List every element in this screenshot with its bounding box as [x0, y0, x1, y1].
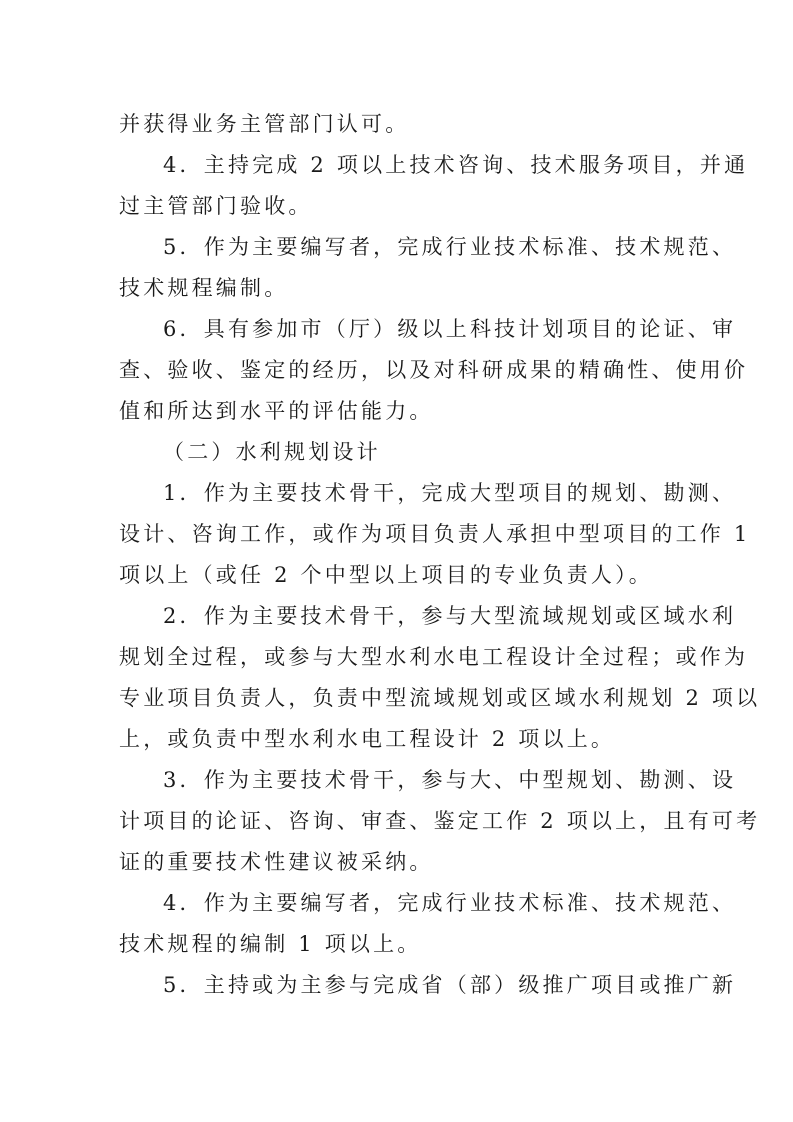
text-line: 专业项目负责人，负责中型流域规划或区域水利规划 2 项以 — [119, 686, 761, 710]
text-line: 2．作为主要技术骨干，参与大型流域规划或区域水利 — [163, 604, 737, 628]
text-line: 计项目的论证、咨询、审查、鉴定工作 2 项以上，且有可考 — [119, 809, 761, 833]
text-line: 值和所达到水平的评估能力。 — [119, 399, 434, 423]
text-line: 规划全过程，或参与大型水利水电工程设计全过程；或作为 — [119, 645, 749, 669]
text-line: 3．作为主要技术骨干，参与大、中型规划、勘测、设 — [163, 768, 737, 792]
text-line: 5．主持或为主参与完成省（部）级推广项目或推广新 — [163, 973, 737, 997]
text-line: 并获得业务主管部门认可。 — [119, 112, 410, 136]
text-line: 技术规程编制。 — [119, 276, 289, 300]
text-line: 上，或负责中型水利水电工程设计 2 项以上。 — [119, 727, 616, 751]
text-line: 查、验收、鉴定的经历，以及对科研成果的精确性、使用价 — [119, 358, 749, 382]
text-line: 4．作为主要编写者，完成行业技术标准、技术规范、 — [163, 891, 737, 915]
text-line: 设计、咨询工作，或作为项目负责人承担中型项目的工作 1 — [119, 522, 751, 546]
text-line: 证的重要技术性建议被采纳。 — [119, 850, 434, 874]
section-heading: （二）水利规划设计 — [163, 440, 381, 464]
text-line: 技术规程的编制 1 项以上。 — [119, 932, 422, 956]
text-line: 5．作为主要编写者，完成行业技术标准、技术规范、 — [163, 235, 737, 259]
text-line: 项以上（或任 2 个中型以上项目的专业负责人）。 — [119, 563, 654, 587]
text-line: 6．具有参加市（厅）级以上科技计划项目的论证、审 — [163, 317, 737, 341]
text-line: 4．主持完成 2 项以上技术咨询、技术服务项目，并通 — [163, 153, 749, 177]
text-line: 1．作为主要技术骨干，完成大型项目的规划、勘测、 — [163, 481, 737, 505]
text-line: 过主管部门验收。 — [119, 194, 313, 218]
